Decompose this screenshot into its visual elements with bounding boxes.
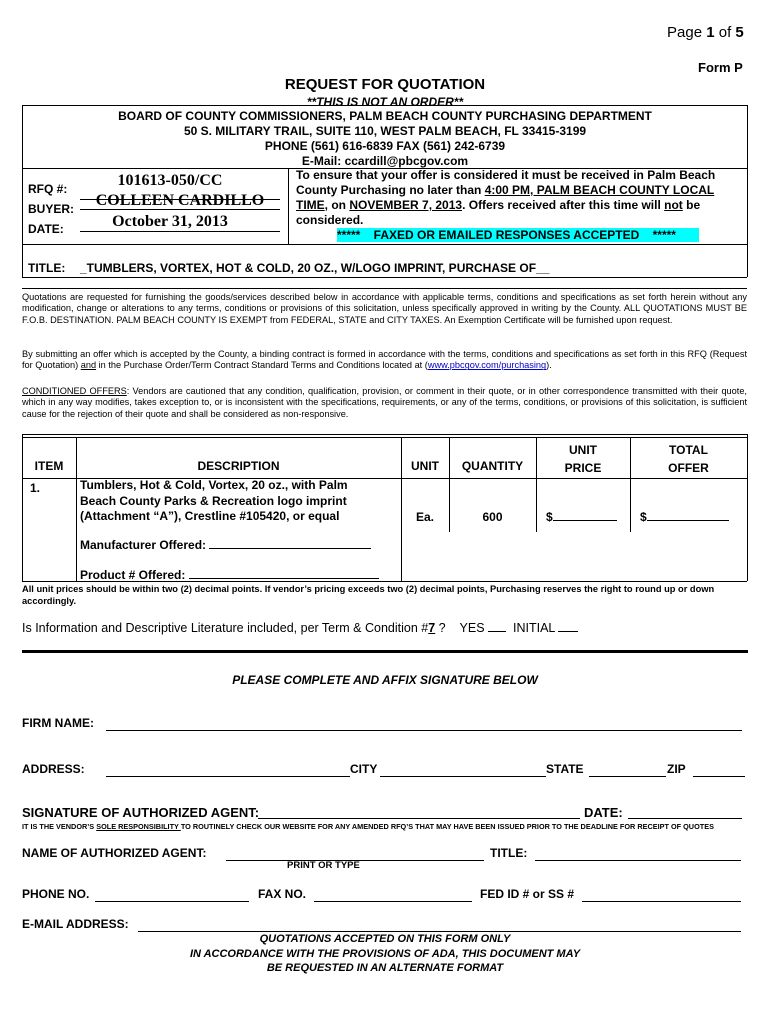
zip-label: ZIP — [667, 762, 686, 776]
purchasing-link[interactable]: www.pbcgov.com/purchasing — [427, 360, 547, 371]
signature-date-field[interactable] — [628, 806, 742, 819]
page-number: Page 1 of 5 — [667, 24, 744, 41]
address-field[interactable] — [106, 764, 350, 777]
col-header-unit: UNIT — [411, 459, 439, 473]
rfq-date: October 31, 2013 — [112, 213, 228, 230]
rfq-label: RFQ #: — [28, 182, 68, 196]
section-divider — [22, 650, 748, 653]
form-label: Form P — [698, 60, 743, 75]
signature-label: SIGNATURE OF AUTHORIZED AGENT: — [22, 805, 260, 820]
col-header-quantity: QUANTITY — [461, 459, 524, 473]
department-name: BOARD OF COUNTY COMMISSIONERS, PALM BEACH COUNTY PURCHASING DEPARTMENT — [118, 109, 652, 123]
address-label: ADDRESS: — [22, 762, 85, 776]
signature-heading: PLEASE COMPLETE AND AFFIX SIGNATURE BELOW — [232, 673, 538, 687]
title-value: _TUMBLERS, VORTEX, HOT & COLD, 20 OZ., W/LOGO IMPRINT, PURCHASE OF__ — [80, 261, 550, 275]
agent-name-label: NAME OF AUTHORIZED AGENT: — [22, 846, 207, 860]
fed-id-label: FED ID # or SS # — [480, 887, 575, 901]
buyer-name: COLLEEN CARDILLO — [95, 192, 265, 209]
phone-field[interactable] — [95, 889, 249, 902]
col-header-total-offer: TOTAL OFFER — [668, 443, 709, 475]
initial-field[interactable] — [558, 631, 578, 632]
page-title: REQUEST FOR QUOTATION — [284, 76, 486, 93]
signature-date-label: DATE: — [584, 805, 623, 820]
product-offered-field[interactable]: Product # Offered: — [80, 568, 379, 582]
agent-title-field[interactable] — [535, 848, 741, 861]
col-header-unit-price: UNIT PRICE — [564, 443, 602, 475]
vendor-responsibility-note: IT IS THE VENDOR’S SOLE RESPONSIBILITY TO ROUTINELY CHECK OUR WEBSITE FOR ANY AMENDED RFQ’S THAT MAY HAVE BEEN ISSUED PRIOR TO THE DEADLINE FOR RECEIPT OF QUOTES — [22, 822, 714, 831]
state-field[interactable] — [589, 764, 666, 777]
department-phone: PHONE (561) 616-6839 FAX (561) 242-6739 — [264, 139, 506, 153]
not-order-notice: **THIS IS NOT AN ORDER** — [306, 95, 464, 109]
col-header-item: ITEM — [34, 459, 64, 473]
deadline-notice: To ensure that your offer is considered it must be received in Palm Beach County Purchasing no later than 4:00 PM, PALM BEACH COUNTY LOCAL TIME, on NOVEMBER 7, 2013. Offers received after this time will not be considered. — [296, 168, 716, 227]
row-unit: Ea. — [415, 510, 434, 524]
faxed-responses-banner: ***** FAXED OR EMAILED RESPONSES ACCEPTED ***** — [337, 228, 699, 242]
manufacturer-offered-field[interactable]: Manufacturer Offered: — [80, 538, 371, 552]
phone-label: PHONE NO. — [22, 887, 90, 901]
unit-price-field[interactable]: $ — [546, 510, 617, 524]
signature-field[interactable] — [258, 806, 580, 819]
fed-id-field[interactable] — [582, 889, 741, 902]
rfq-number: 101613-050/CC — [117, 172, 223, 189]
footer-notice: QUOTATIONS ACCEPTED ON THIS FORM ONLY IN ACCORDANCE WITH THE PROVISIONS OF ADA, THIS DOCUMENT MAY BE REQUESTED IN AN ALTERNATE FORMAT — [189, 933, 581, 974]
state-label: STATE — [546, 762, 584, 776]
fax-field[interactable] — [314, 889, 472, 902]
print-or-type-note: PRINT OR TYPE — [287, 860, 360, 871]
row-quantity: 600 — [482, 510, 503, 524]
email-field[interactable] — [138, 919, 741, 932]
row-item-number: 1. — [30, 481, 41, 495]
firm-name-field[interactable] — [106, 718, 742, 731]
contract-paragraph: By submitting an offer which is accepted by the County, a binding contract is formed in accordance with the terms, conditions and specifications as set forth in this RFQ (Request for Quotation) and in the Purchase Order/Term Contract Standard Terms and Conditions located at (www.pbcgov.com/purchasing). — [22, 349, 747, 371]
yes-field[interactable] — [488, 631, 506, 632]
city-field[interactable] — [380, 764, 546, 777]
row-description: Tumblers, Hot & Cold, Vortex, 20 oz., with Palm Beach County Parks & Recreation logo imprint (Attachment “A”), Crestline #105420, or equal — [80, 478, 348, 523]
conditioned-offers-paragraph: CONDITIONED OFFERS: Vendors are cautioned that any condition, qualification, provision, or comment in their quote, or in other correspondence transmitted with their quote, which in any way modifies, takes exception to, or is inconsistent with the specifications, requirements, or any of the terms, conditions, or provisions of this solicitation, is sufficient cause for the rejection of their quote and shall be considered as non-responsive. — [22, 386, 747, 419]
firm-name-label: FIRM NAME: — [22, 716, 94, 730]
title-label: TITLE: — [28, 261, 66, 275]
decimal-note: All unit prices should be within two (2) decimal points. If vendor’s pricing exceeds two (2) decimal points, Purchasing reserves the right to round up or down accordingly. — [22, 584, 715, 606]
city-label: CITY — [350, 762, 378, 776]
total-offer-field[interactable]: $ — [640, 510, 729, 524]
date-label: DATE: — [28, 222, 64, 236]
col-header-description: DESCRIPTION — [197, 459, 280, 473]
terms-paragraph: Quotations are requested for furnishing the goods/services described below in accordance with applicable terms, conditions and specifications as set forth herein without any modification, change or alterations to any terms, conditions or provisions of this solicitation, unless specifically approved in writing by the County. ALL QUOTATIONS MUST BE F.O.B. DESTINATION. PALM BEACH COUNTY IS EXEMPT from FEDERAL, STATE and CITY TAXES. An Exemption Certificate will be furnished upon request. — [22, 292, 747, 325]
zip-field[interactable] — [693, 764, 745, 777]
fax-label: FAX NO. — [258, 887, 307, 901]
descriptive-literature-question: Is Information and Descriptive Literature included, per Term & Condition #7 ? YES INITIAL — [22, 621, 578, 635]
buyer-label: BUYER: — [28, 202, 75, 216]
department-email: E-Mail: ccardill@pbcgov.com — [301, 154, 469, 168]
agent-title-label: TITLE: — [490, 846, 528, 860]
department-address: 50 S. MILITARY TRAIL, SUITE 110, WEST PALM BEACH, FL 33415-3199 — [183, 124, 587, 138]
email-label: E-MAIL ADDRESS: — [22, 917, 129, 931]
